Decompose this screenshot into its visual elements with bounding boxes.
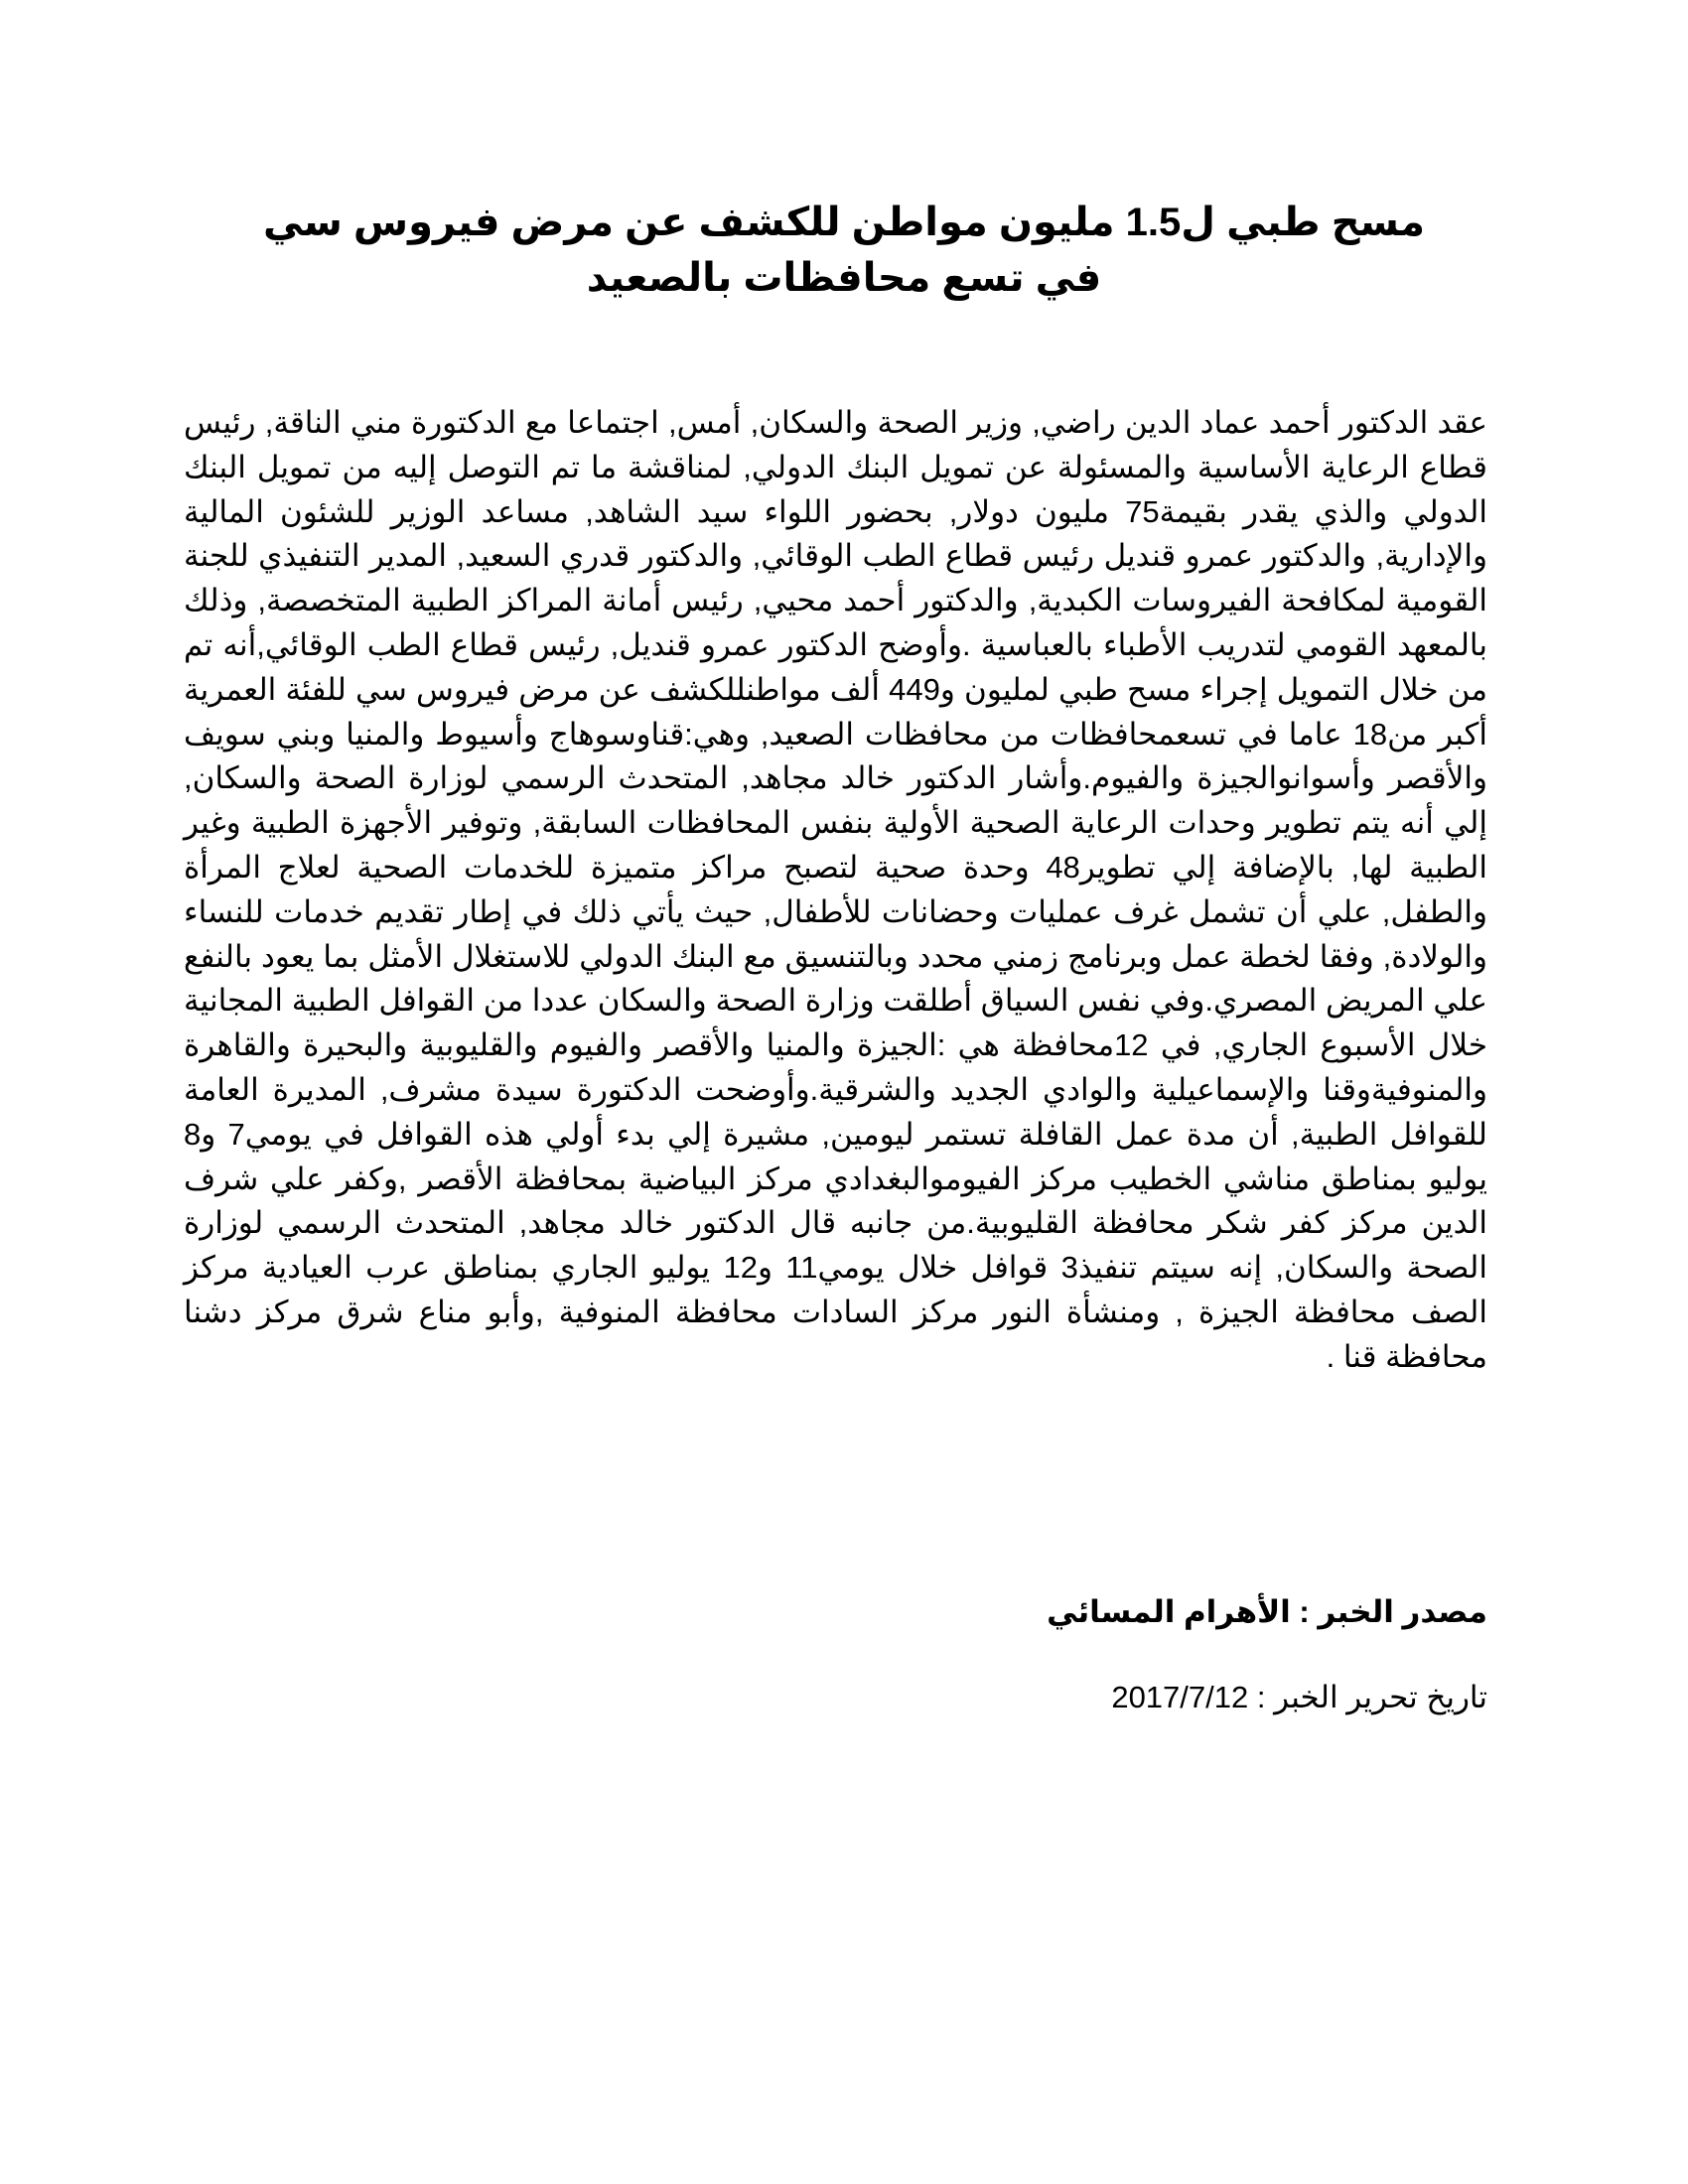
article-body: عقد الدكتور أحمد عماد الدين راضي, وزير الصحة والسكان, أمس, اجتماعا مع الدكتورة مني الناقة, رئيس قطاع الرعاية الأساسية والمسئولة عن تمويل البنك الدولي, لمناقشة ما تم التوصل إليه من تمويل البنك الدولي والذي يقدر بقيمة75 مليون دولار, بحضور اللواء سيد الشاهد, مساعد الوزير للشئون المالية والإدارية, والدكتور عمرو قنديل رئيس قطاع الطب الوقائي, والدكتور قدري السعيد, المدير التنفيذي للجنة القومية لمكافحة الفيروسات الكبدية, والدكتور أحمد محيي, رئيس أمانة المراكز الطبية المتخصصة, وذلك بالمعهد القومي لتدريب الأطباء بالعباسية .وأوضح الدكتور عمرو قنديل, رئيس قطاع الطب الوقائي,أنه تم من خلال التمويل إجراء مسح طبي لمليون و449 ألف مواطنللكشف عن مرض فيروس سي للفئة العمرية أكبر من18 عاما في تسعمحافظات من محافظات الصعيد, وهي:قناوسوهاج وأسيوط والمنيا وبني سويف والأقصر وأسوانوالجيزة والفيوم.وأشار الدكتور خالد مجاهد, المتحدث الرسمي لوزارة الصحة والسكان, إلي أنه يتم تطوير وحدات الرعاية الصحية الأولية بنفس المحافظات السابقة, وتوفير الأجهزة الطبية وغير الطبية لها, بالإضافة إلي تطوير48 وحدة صحية لتصبح مراكز متميزة للخدمات الصحية لعلاج المرأة والطفل, علي أن تشمل غرف عمليات وحضانات للأطفال, حيث يأتي ذلك في إطار تقديم خدمات للنساء والولادة, وفقا لخطة عمل وبرنامج زمني محدد وبالتنسيق مع البنك الدولي للاستغلال الأمثل بما يعود بالنفع علي المريض المصري.وفي نفس السياق أطلقت وزارة الصحة والسكان عددا من القوافل الطبية المجانية خلال الأسبوع الجاري, في 12محافظة هي :الجيزة والمنيا والأقصر والفيوم والقليوبية والبحيرة والقاهرة والمنوفيةوقنا والإسماعيلية والوادي الجديد والشرقية.وأوضحت الدكتورة سيدة مشرف, المديرة العامة للقوافل الطبية, أن مدة عمل القافلة تستمر ليومين, مشيرة إلي بدء أولي هذه القوافل في يومي7 و8 يوليو بمناطق مناشي الخطيب مركز الفيوموالبغدادي مركز البياضية بمحافظة الأقصر ,وكفر علي شرف الدين مركز كفر شكر محافظة القليوبية.من جانبه قال الدكتور خالد مجاهد, المتحدث الرسمي لوزارة الصحة والسكان, إنه سيتم تنفيذ3 قوافل خلال يومي11 و12 يوليو الجاري بمناطق عرب العيادية مركز الصف محافظة الجيزة , ومنشأة النور مركز السادات محافظة المنوفية ,وأبو مناع شرق مركز دشنا محافظة قنا . bbox=[184, 405, 1487, 1374]
news-source: مصدر الخبر : الأهرام المسائي bbox=[1047, 1594, 1487, 1629]
article-title: مسح طبي ل1.5 مليون مواطن للكشف عن مرض فيروس سي في تسع محافظات بالصعيد bbox=[263, 201, 1425, 300]
news-date: تاريخ تحرير الخبر : 2017/7/12 bbox=[1111, 1680, 1487, 1714]
